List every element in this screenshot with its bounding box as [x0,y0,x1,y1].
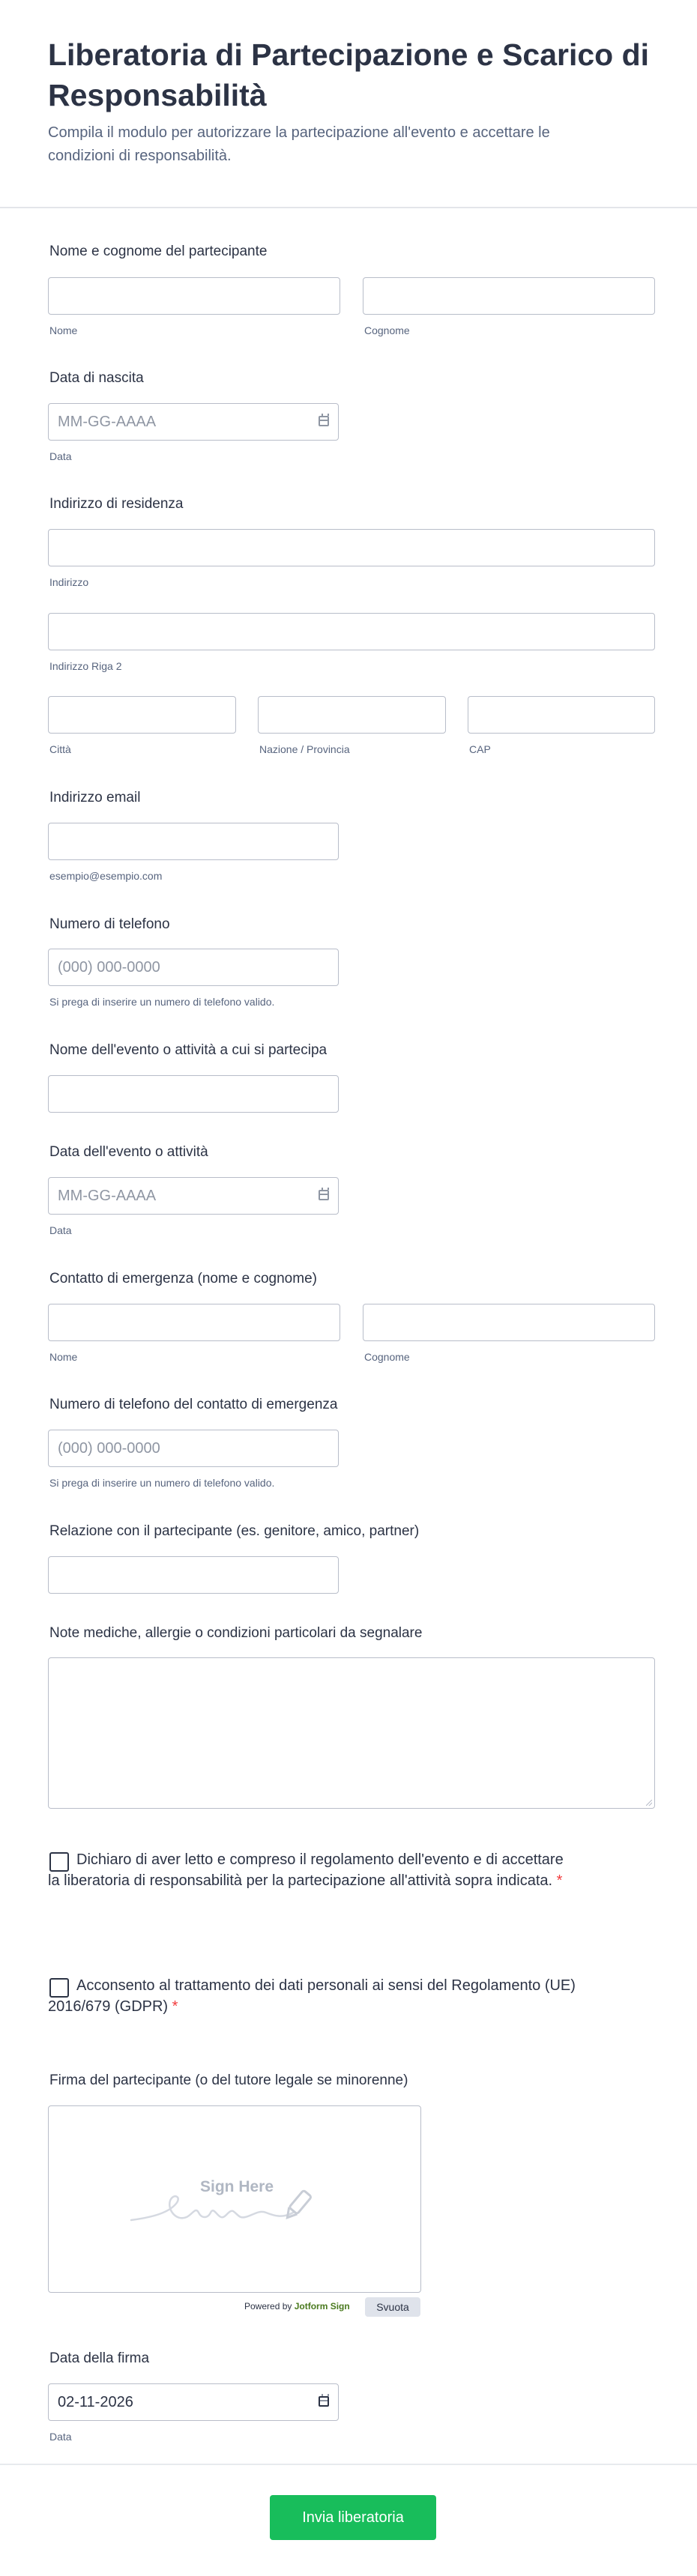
signature-date-label: Data della firma [49,2350,150,2366]
calendar-icon[interactable] [319,1190,329,1200]
relationship-label: Relazione con il partecipante (es. genitore, amico, partner) [49,1523,420,1539]
jotform-sign-brand: Jotform Sign [294,2301,350,2312]
calendar-icon[interactable] [319,416,329,426]
address-line2-input[interactable] [48,613,655,650]
event-name-label: Nome dell'evento o attività a cui si partecipa [49,1042,328,1058]
email-label: Indirizzo email [49,790,141,805]
agree-gdpr-label: Acconsento al trattamento dei dati personali ai sensi del Regolamento (UE) 2016/679 (GDPR) [48,1977,576,2015]
agree-rules-label: Dichiaro di aver letto e compreso il regolamento dell'evento e di accettare la liberatoria di responsabilità per la partecipazione all'attività sopra indicata. [48,1851,564,1889]
emergency-phone-sublabel: Si prega di inserire un numero di telefono valido. [49,1477,275,1489]
relationship-input[interactable] [48,1556,339,1594]
form-title: Liberatoria di Partecipazione e Scarico di Responsabilità [48,37,650,112]
emergency-phone-placeholder: (000) 000-0000 [58,1440,160,1457]
emergency-phone-input[interactable] [48,1430,339,1467]
state-province-input[interactable] [258,696,446,734]
medical-notes-label: Note mediche, allergie o condizioni particolari da segnalare [49,1625,423,1641]
submit-button[interactable]: Invia liberatoria [270,2495,436,2540]
city-sublabel: Città [49,743,71,755]
form-footer [0,2464,697,2576]
signature-label: Firma del partecipante (o del tutore legale se minorenne) [49,2072,408,2088]
email-sublabel: esempio@esempio.com [49,870,163,882]
emergency-first-name-input[interactable] [48,1304,340,1341]
event-name-input[interactable] [48,1075,339,1113]
powered-by-prefix: Powered by [244,2301,292,2312]
resize-grip-icon[interactable] [646,1800,652,1806]
signature-placeholder: Sign Here [200,2178,274,2195]
emergency-last-name-input[interactable] [363,1304,655,1341]
powered-by [244,2301,350,2312]
emergency-first-sublabel: Nome [49,1351,78,1363]
phone-sublabel: Si prega di inserire un numero di telefono valido. [49,996,275,1008]
participant-first-name-input[interactable] [48,277,340,315]
participant-name-label: Nome e cognome del partecipante [49,244,268,259]
medical-notes-textarea[interactable] [48,1657,655,1809]
event-date-label: Data dell'evento o attività [49,1144,208,1160]
phone-input[interactable] [48,949,339,986]
event-date-input[interactable] [48,1177,339,1215]
last-name-sublabel: Cognome [364,324,410,336]
state-province-sublabel: Nazione / Provincia [259,743,350,755]
clear-signature-button[interactable]: Svuota [365,2297,420,2317]
required-asterisk: * [172,1998,178,2015]
birth-date-placeholder: MM-GG-AAAA [58,414,157,430]
first-name-sublabel: Nome [49,324,78,336]
event-date-sublabel: Data [49,1224,72,1236]
zip-sublabel: CAP [469,743,491,755]
birth-date-label: Data di nascita [49,370,144,386]
signature-date-input[interactable] [48,2383,339,2421]
emergency-contact-label: Contatto di emergenza (nome e cognome) [49,1271,317,1287]
agree-gdpr-text [48,1975,588,2017]
signature-date-value: 02-11-2026 [58,2394,133,2410]
signature-scribble-icon [124,2174,341,2234]
required-asterisk: * [556,1872,563,1889]
agree-rules-text [48,1849,565,1891]
birth-date-input[interactable] [48,403,339,441]
zip-input[interactable] [468,696,655,734]
signature-date-sublabel: Data [49,2431,72,2443]
emergency-phone-label: Numero di telefono del contatto di emergenza [49,1397,338,1412]
birth-date-sublabel: Data [49,450,72,462]
address-line1-input[interactable] [48,529,655,566]
event-date-placeholder: MM-GG-AAAA [58,1188,157,1204]
emergency-last-sublabel: Cognome [364,1351,410,1363]
address-label: Indirizzo di residenza [49,496,184,512]
participant-last-name-input[interactable] [363,277,655,315]
calendar-icon[interactable] [319,2396,329,2407]
signature-pad[interactable] [48,2105,421,2293]
form-header [0,0,697,208]
address-line2-sublabel: Indirizzo Riga 2 [49,660,122,672]
phone-label: Numero di telefono [49,916,170,932]
address-line1-sublabel: Indirizzo [49,576,89,588]
city-input[interactable] [48,696,236,734]
phone-placeholder: (000) 000-0000 [58,959,160,976]
form-subtitle: Compila il modulo per autorizzare la partecipazione all'evento e accettare le condizioni di responsabilità. [48,124,550,164]
email-input[interactable] [48,823,339,860]
